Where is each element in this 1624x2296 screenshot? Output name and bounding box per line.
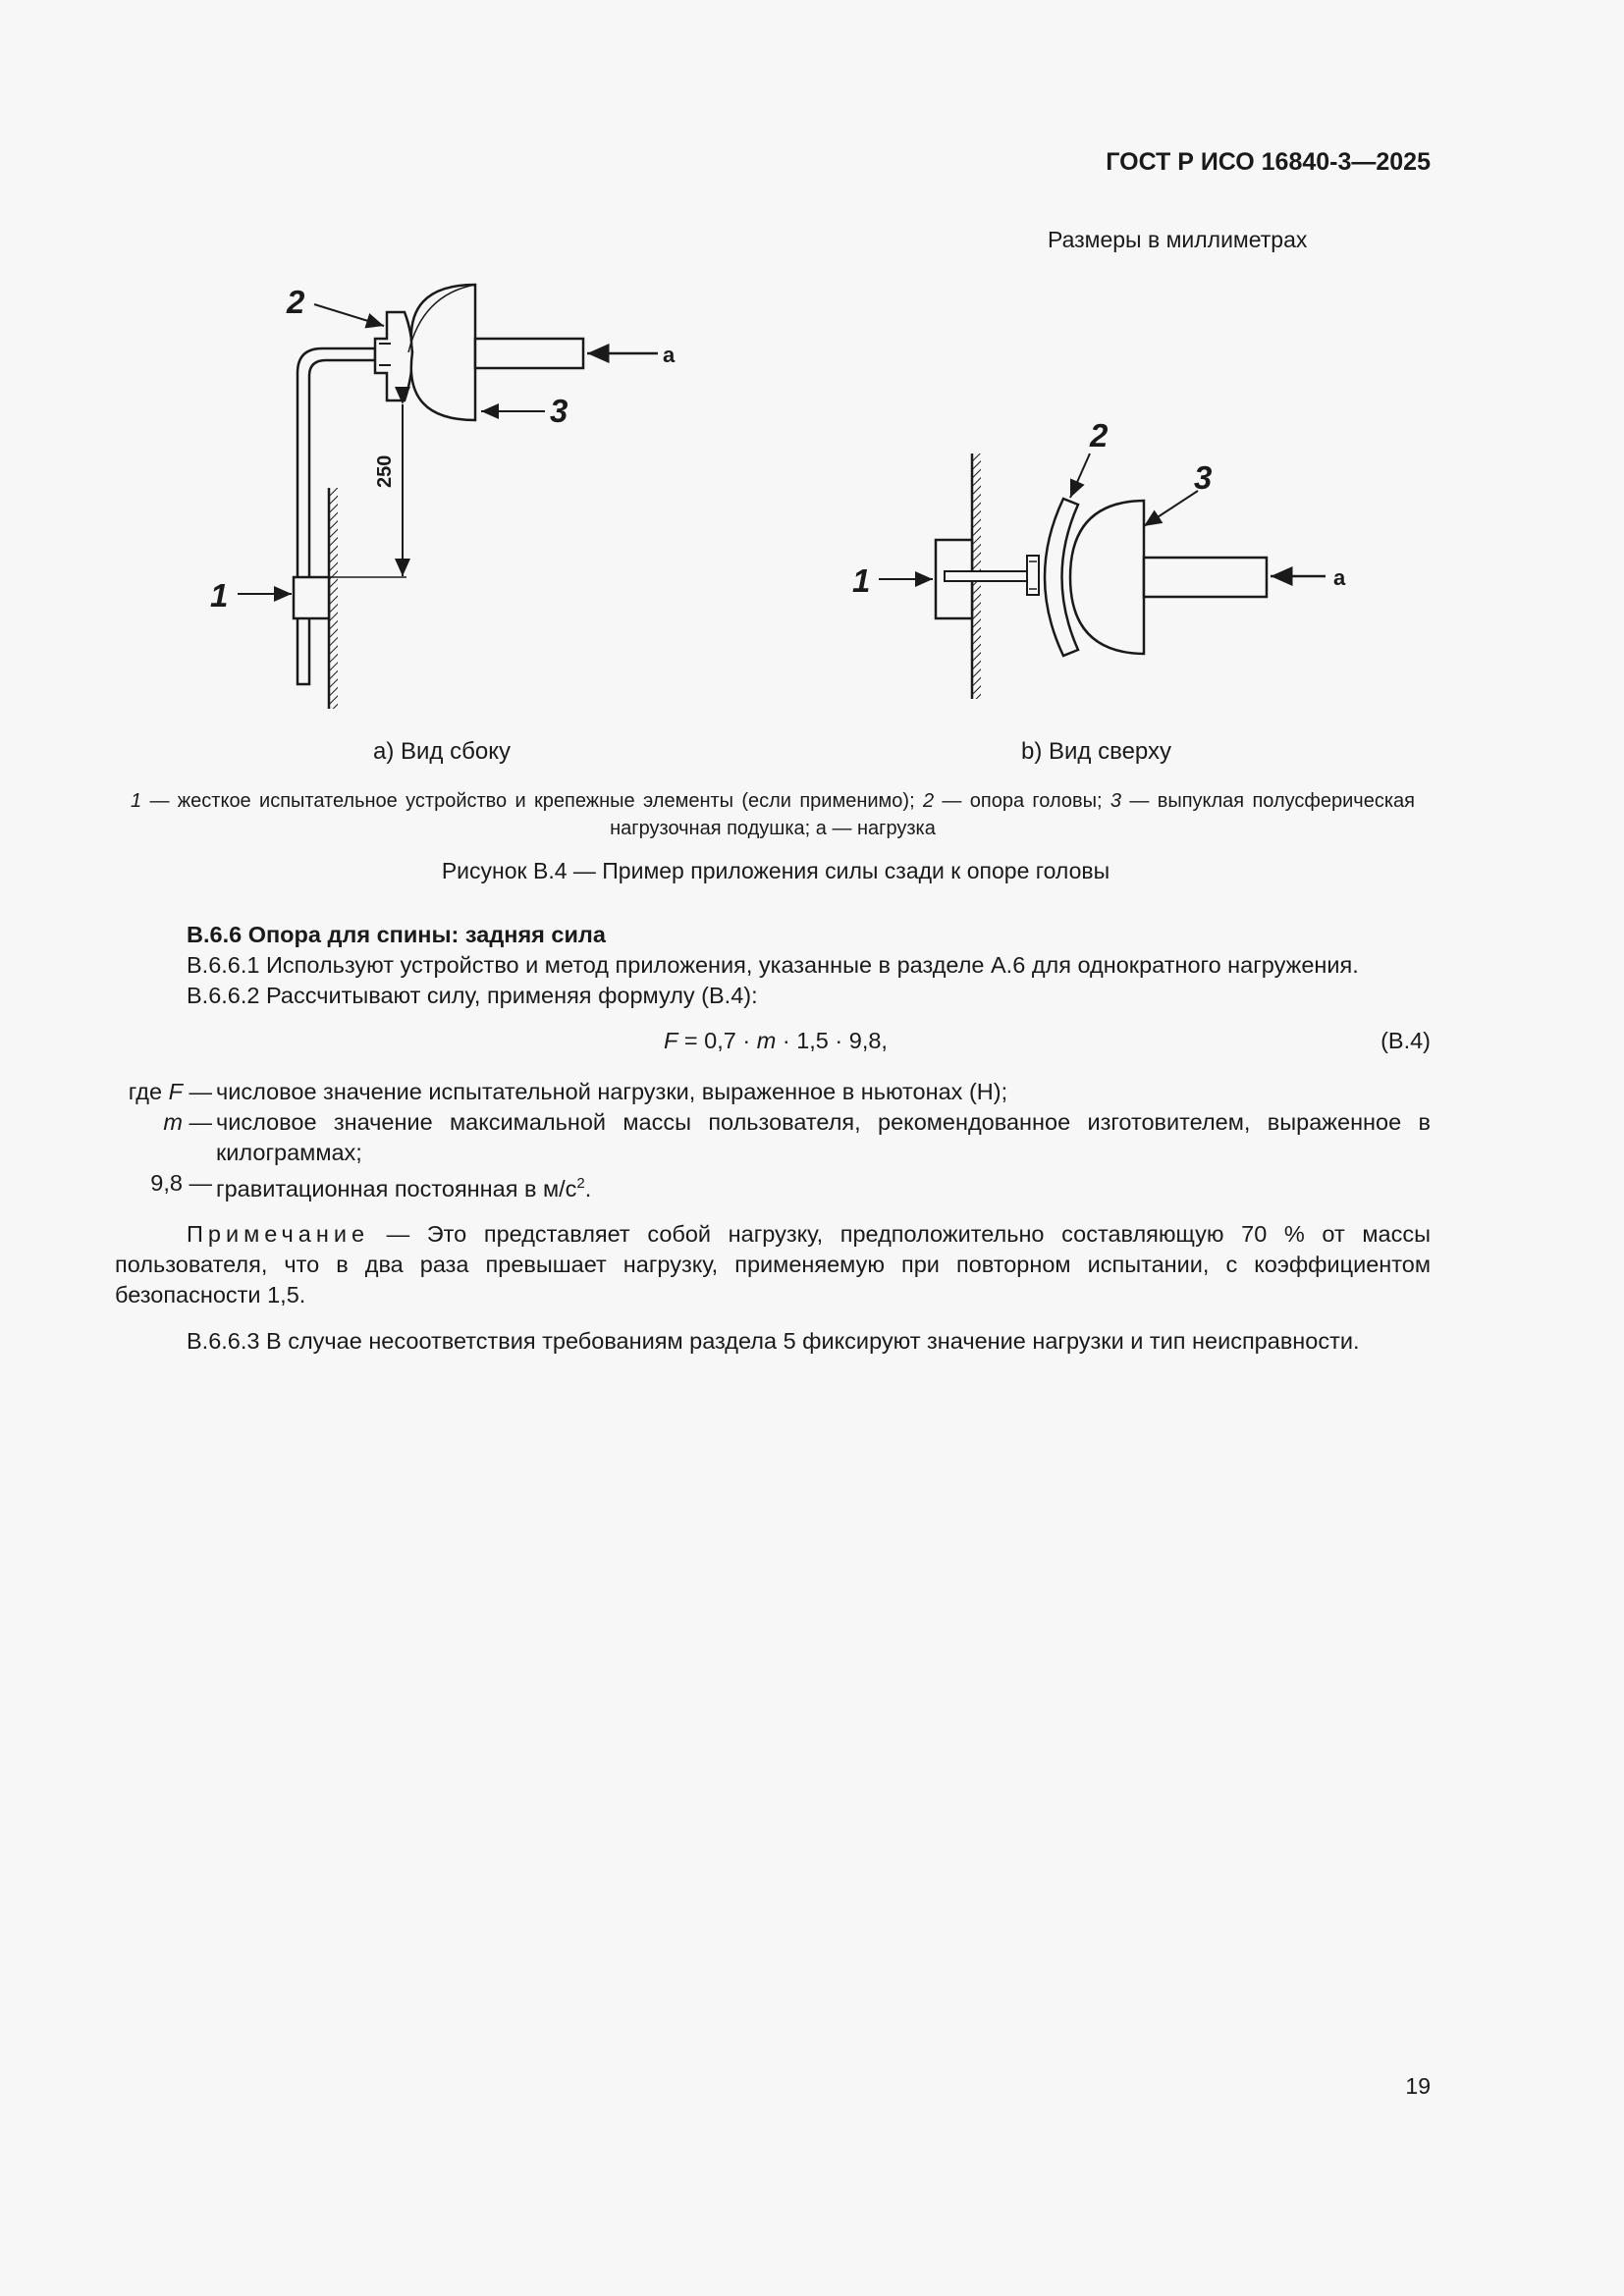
section-heading: В.6.6 Опора для спины: задняя сила	[187, 922, 606, 947]
def-dash: —	[182, 1109, 212, 1135]
formula-number: (В.4)	[1380, 1028, 1431, 1053]
definition-term: 9,8 —	[150, 1170, 212, 1196]
key-3: 3	[1110, 790, 1122, 812]
def3-end: .	[584, 1175, 592, 1201]
definition-text	[216, 1168, 1431, 1204]
key-3-text: — выпуклая полусферическая нагрузочная подушка; а — нагрузка	[610, 790, 1415, 839]
def3-sup: 2	[576, 1175, 585, 1192]
document-code: ГОСТ Р ИСО 16840-3—2025	[1106, 148, 1431, 176]
dimension-250: 250	[374, 454, 396, 488]
definition-text: числовое значение испытательной нагрузки, выраженное в ньютонах (Н);	[216, 1079, 1008, 1104]
key-1-text: — жесткое испытательное устройство и крепежные элементы (если применимо);	[141, 790, 923, 812]
figure-caption: Рисунок В.4 — Пример приложения силы сзади к опоре головы	[441, 858, 1110, 883]
def3-text: гравитационная постоянная в м/с	[216, 1175, 577, 1201]
paragraph-b663: В.6.6.3 В случае несоответствия требованиям раздела 5 фиксируют значение нагрузки и тип неисправности.	[187, 1328, 1360, 1354]
label-pad-top: 3	[1194, 459, 1213, 496]
label-rigid-fixture: 1	[210, 577, 229, 614]
hemispherical-pad	[411, 285, 475, 420]
definition-term	[129, 1077, 212, 1107]
note-text: — Это представляет собой нагрузку, предположительно составляющую 70 % от массы пользователя, что в два раза превышает нагрузку, применяемую при повторном испытании, с коэффициентом безопасности 1,5.	[115, 1221, 1431, 1308]
key-2: 2	[922, 790, 935, 812]
figure-top-view	[844, 412, 1375, 707]
note-label: Примечание	[187, 1221, 370, 1247]
force-label: a	[663, 343, 676, 367]
subcaption-side-view: a) Вид сбоку	[373, 738, 511, 765]
figure-key	[131, 787, 1415, 842]
formula-mid: = 0,7 ·	[677, 1028, 757, 1053]
rigid-fixture-clamp	[294, 577, 329, 618]
def-prefix: где	[128, 1079, 169, 1104]
definition-term	[163, 1107, 212, 1138]
page-number: 19	[1405, 2073, 1431, 2099]
formula-var-f: F	[664, 1028, 678, 1053]
formula	[0, 1026, 1551, 1056]
formula-var-m: m	[756, 1028, 777, 1053]
paragraph-b661: В.6.6.1 Используют устройство и метод приложения, указанные в разделе А.6 для однократного нагружения.	[187, 952, 1359, 978]
label-pad: 3	[550, 393, 568, 429]
def-var-m: m	[163, 1109, 183, 1135]
units-note: Размеры в миллиметрах	[1048, 227, 1308, 252]
formula-end: · 1,5 · 9,8,	[776, 1028, 888, 1053]
def-var-f: F	[168, 1079, 183, 1104]
key-1: 1	[131, 790, 142, 812]
note	[115, 1219, 1431, 1310]
label-head-support-top: 2	[1090, 417, 1109, 454]
force-label-top: a	[1333, 565, 1346, 590]
key-2-text: — опора головы;	[934, 790, 1110, 812]
label-head-support: 2	[287, 284, 305, 320]
loading-rod-top	[1144, 558, 1267, 597]
subcaption-top-view: b) Вид сверху	[1021, 738, 1171, 765]
loading-rod	[475, 339, 583, 368]
label-rigid-fixture-top: 1	[852, 562, 871, 599]
hemispherical-pad-top	[1070, 501, 1144, 654]
definition-text: числовое значение максимальной массы пользователя, рекомендованное изготовителем, выраженное в килограммах;	[216, 1109, 1431, 1165]
def-dash: —	[182, 1079, 212, 1104]
figure-side-view	[196, 275, 707, 726]
paragraph-b662: В.6.6.2 Рассчитывают силу, применяя формулу (В.4):	[187, 983, 758, 1008]
